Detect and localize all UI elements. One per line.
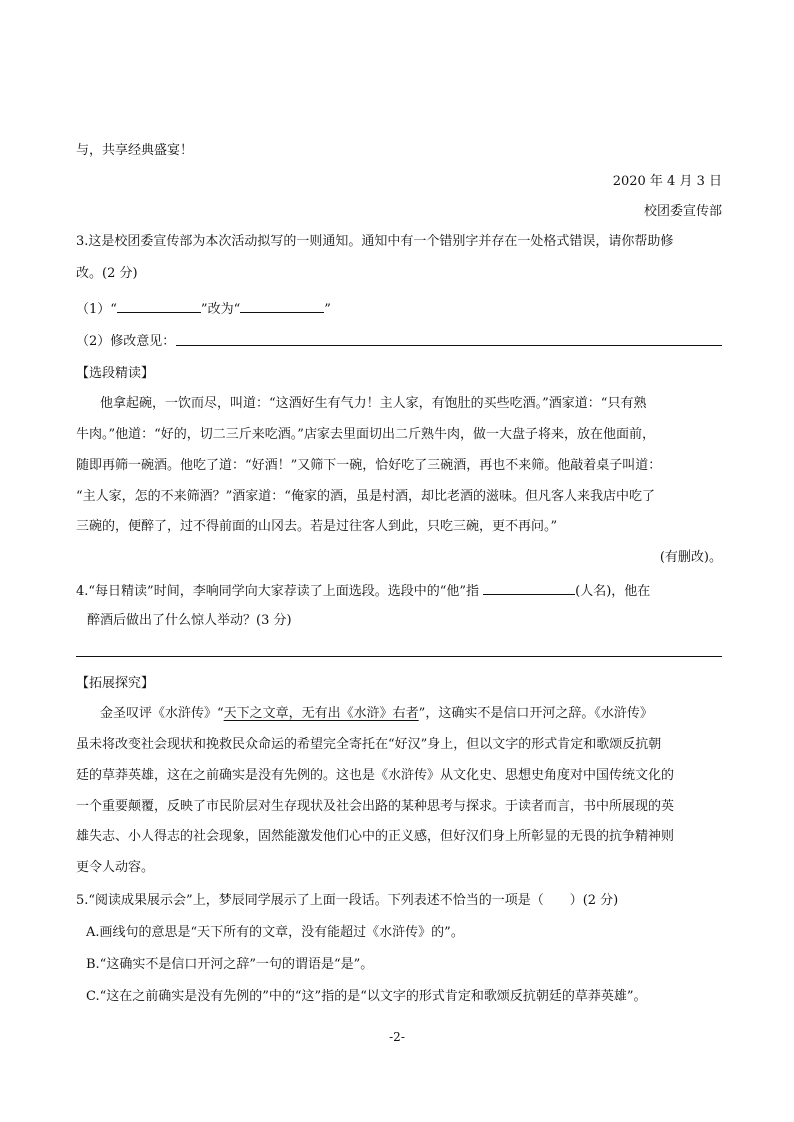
q3-answer-line[interactable] (176, 345, 722, 346)
q3-correct-char-blank[interactable] (240, 298, 324, 313)
section2-line: 廷的草莽英雄，这在之前确实是没有先例的。这也是《水浒传》从文化史、思想史角度对中国传统文化的 (76, 768, 675, 783)
notice-date: 2020 年 4 月 3 日 (612, 174, 722, 189)
q4-name-blank[interactable] (483, 580, 575, 595)
q4-prefix: 4.“每日精读”时间，李响同学向大家荐读了上面选段。选段中的“他”指 (76, 584, 479, 599)
section1-line: 牛肉。”他道：“好的，切二三斤来吃酒。”店家去里面切出二斤熟牛肉，做一大盘子将来，放在他面前， (76, 427, 655, 442)
page-number: -2- (389, 1030, 405, 1044)
section2-line (100, 704, 722, 724)
q3-part1-mid: ”改为“ (200, 302, 241, 317)
section2-line: 一个重要颠覆，反映了市民阶层对生存现状及社会出路的某种思考与探求。于读者而言，书中所展现的英 (76, 799, 675, 814)
q3-part2-label: （2）修改意见： (76, 334, 176, 349)
q3-part1-suffix: ” (324, 302, 331, 317)
section2-l1-b: ”，这确实不是信口开河之辞。《水浒传》 (418, 706, 653, 721)
notice-signature: 校团委宣传部 (643, 204, 722, 219)
section2-l1-a: 金圣叹评《水浒传》“ (100, 706, 224, 721)
q3-wrong-char-blank[interactable] (117, 298, 201, 313)
q4-suffix: (人名)，他在 (575, 584, 651, 599)
section2-line: 虽未将改变社会现状和挽救民众命运的希望完全寄托在“好汉”身上，但以文字的形式肯定和歌颂反抗朝 (76, 737, 662, 752)
q5-option-a[interactable]: A.画线句的意思是“天下所有的文章，没有能超过《水浒传》的”。 (86, 925, 464, 940)
underlined-quote: 天下之文章，无有出《水浒》右者 (223, 706, 419, 721)
section2-title: 【拓展探究】 (76, 676, 155, 691)
section1-note: (有删改)。 (659, 550, 722, 565)
q5-option-b[interactable]: B.“这确实不是信口开河之辞”一句的谓语是“是”。 (86, 957, 374, 972)
q5-stem: 5.“阅读成果展示会”上，梦辰同学展示了上面一段话。下列表述不恰当的一项是（ ）(2 分) (76, 893, 619, 908)
q4-answer-line[interactable] (76, 656, 722, 657)
section1-line: “主人家，怎的不来筛酒？”酒家道：“俺家的酒，虽是村酒，却比老酒的滋味。但凡客人来我店中吃了 (76, 489, 655, 504)
section1-title: 【选段精读】 (76, 366, 155, 381)
q5-option-c[interactable]: C.“这在之前确实是没有先例的”中的“这”指的是“以文字的形式肯定和歌颂反抗朝廷的草莽英雄”。 (86, 989, 647, 1004)
q3-stem-line1: 3.这是校团委宣传部为本次活动拟写的一则通知。通知中有一个错别字并存在一处格式错误，请你帮助修 (76, 234, 674, 249)
q4-stem (76, 580, 722, 602)
q3-part1 (76, 298, 722, 320)
q4-stem-line2: 醉酒后做出了什么惊人举动？(3 分) (87, 613, 292, 628)
q3-part1-prefix: （1）“ (76, 302, 117, 317)
q3-stem-line2: 改。(2 分) (76, 266, 138, 281)
q3-part2 (76, 332, 722, 352)
section2-line: 更令人动容。 (76, 860, 155, 875)
notice-closing: 与，共享经典盛宴！ (76, 143, 194, 158)
section1-line: 随即再筛一碗酒。他吃了道：“好酒！”又筛下一碗，恰好吃了三碗酒，再也不来筛。他敲着桌子叫道： (76, 458, 662, 473)
section2-line: 雄失志、小人得志的社会现象，固然能激发他们心中的正义感，但好汉们身上所彰显的无畏的抗争精神则 (76, 829, 675, 844)
section1-line: 他拿起碗，一饮而尽，叫道：“这酒好生有气力！主人家，有饱肚的买些吃酒。”酒家道：“只有熟 (100, 396, 647, 411)
section1-line: 三碗的，便醉了，过不得前面的山冈去。若是过往客人到此，只吃三碗，更不再问。” (76, 519, 558, 534)
